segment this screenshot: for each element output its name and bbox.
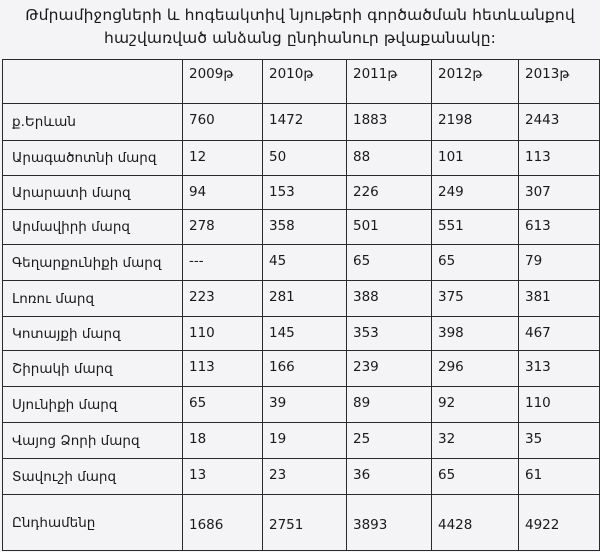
table-row (3, 281, 600, 317)
value-cell: 94 (183, 176, 263, 210)
value-cell: 278 (183, 210, 263, 245)
year-header-cell: 2009թ (183, 60, 263, 104)
year-header-cell: 2010թ (263, 60, 347, 104)
value-cell: 467 (519, 317, 600, 351)
value-cell: 166 (263, 351, 347, 387)
value-cell: 92 (432, 387, 519, 423)
title-line-1: Թմրամիջոցների և հոգեակտիվ նյութերի գործածման հետևանքով (25, 6, 575, 24)
value-cell: 353 (347, 317, 432, 351)
total-label-cell: Ընդհամենը (3, 495, 183, 551)
document-title (0, 4, 600, 50)
region-name-cell: ք.Երևան (3, 104, 183, 141)
total-value-cell: 3893 (347, 495, 432, 551)
value-cell: 65 (432, 459, 519, 495)
table-row (3, 176, 600, 210)
value-cell: 45 (263, 245, 347, 281)
value-cell: 13 (183, 459, 263, 495)
table-row (3, 459, 600, 495)
value-cell: 613 (519, 210, 600, 245)
value-cell: 381 (519, 281, 600, 317)
table-row (3, 423, 600, 459)
region-name-cell: Արարատի մարզ (3, 176, 183, 210)
value-cell: 226 (347, 176, 432, 210)
value-cell: 1472 (263, 104, 347, 141)
region-name-cell: Գեղարքունիքի մարզ (3, 245, 183, 281)
total-value-cell: 4428 (432, 495, 519, 551)
value-cell: 2198 (432, 104, 519, 141)
value-cell: 101 (432, 141, 519, 176)
value-cell: 2443 (519, 104, 600, 141)
value-cell: 19 (263, 423, 347, 459)
value-cell: 50 (263, 141, 347, 176)
value-cell: 65 (432, 245, 519, 281)
region-name-cell: Լոռու մարզ (3, 281, 183, 317)
value-cell: 281 (263, 281, 347, 317)
value-cell: 61 (519, 459, 600, 495)
title-line-2: հաշվառված անձանց ընդհանուր թվաքանակը: (104, 29, 496, 47)
region-name-cell: Կոտայքի մարզ (3, 317, 183, 351)
value-cell: 153 (263, 176, 347, 210)
table-body (3, 60, 600, 551)
value-cell: 39 (263, 387, 347, 423)
value-cell: 296 (432, 351, 519, 387)
value-cell: 18 (183, 423, 263, 459)
value-cell: 65 (347, 245, 432, 281)
header-corner-cell (3, 60, 183, 104)
value-cell: 551 (432, 210, 519, 245)
statistics-table (2, 59, 600, 551)
value-cell: 223 (183, 281, 263, 317)
value-cell: 398 (432, 317, 519, 351)
year-header-cell: 2012թ (432, 60, 519, 104)
value-cell: 760 (183, 104, 263, 141)
value-cell: 239 (347, 351, 432, 387)
table-row (3, 351, 600, 387)
header-row (3, 60, 600, 104)
table-row (3, 141, 600, 176)
region-name-cell: Սյունիքի մարզ (3, 387, 183, 423)
table-row (3, 104, 600, 141)
value-cell: 79 (519, 245, 600, 281)
total-row (3, 495, 600, 551)
total-value-cell: 2751 (263, 495, 347, 551)
value-cell: 110 (183, 317, 263, 351)
value-cell: 25 (347, 423, 432, 459)
table-row (3, 245, 600, 281)
value-cell: 358 (263, 210, 347, 245)
value-cell: 1883 (347, 104, 432, 141)
total-value-cell: 1686 (183, 495, 263, 551)
value-cell: 249 (432, 176, 519, 210)
value-cell: 23 (263, 459, 347, 495)
value-cell: 89 (347, 387, 432, 423)
value-cell: 12 (183, 141, 263, 176)
value-cell: 375 (432, 281, 519, 317)
region-name-cell: Արմավիրի մարզ (3, 210, 183, 245)
value-cell: 313 (519, 351, 600, 387)
region-name-cell: Վայոց Ձորի մարզ (3, 423, 183, 459)
value-cell: 35 (519, 423, 600, 459)
year-header-cell: 2013թ (519, 60, 600, 104)
value-cell: 307 (519, 176, 600, 210)
region-name-cell: Տավուշի մարզ (3, 459, 183, 495)
value-cell: 110 (519, 387, 600, 423)
value-cell: --- (183, 245, 263, 281)
region-name-cell: Շիրակի մարզ (3, 351, 183, 387)
value-cell: 145 (263, 317, 347, 351)
year-header-cell: 2011թ (347, 60, 432, 104)
value-cell: 113 (183, 351, 263, 387)
value-cell: 88 (347, 141, 432, 176)
value-cell: 65 (183, 387, 263, 423)
value-cell: 36 (347, 459, 432, 495)
value-cell: 501 (347, 210, 432, 245)
value-cell: 388 (347, 281, 432, 317)
table-row (3, 210, 600, 245)
table-row (3, 317, 600, 351)
value-cell: 113 (519, 141, 600, 176)
value-cell: 32 (432, 423, 519, 459)
region-name-cell: Արագածոտնի մարզ (3, 141, 183, 176)
total-value-cell: 4922 (519, 495, 600, 551)
table-row (3, 387, 600, 423)
